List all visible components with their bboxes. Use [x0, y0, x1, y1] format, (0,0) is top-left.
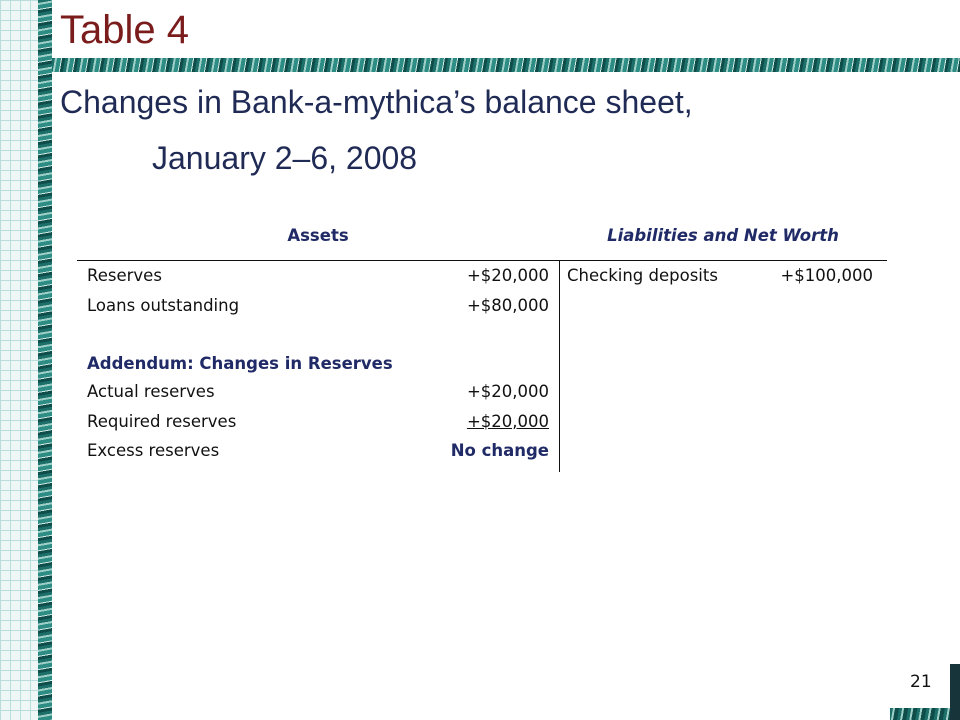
- asset-row-reserves: [87, 266, 549, 290]
- liabilities-header: Liabilities and Net Worth: [607, 226, 839, 245]
- addendum-label: Excess reserves: [87, 441, 220, 460]
- page-number: 21: [910, 672, 932, 692]
- asset-label: Loans outstanding: [87, 296, 240, 315]
- liability-label: Checking deposits: [567, 266, 718, 285]
- left-grid-border: [0, 0, 40, 720]
- slide-title: Table 4: [60, 8, 189, 52]
- slide-subtitle-line2: January 2–6, 2008: [152, 140, 418, 176]
- addendum-value: No change: [450, 441, 549, 460]
- slide-subtitle-line1: Changes in Bank-a-mythica’s balance sheet,: [60, 84, 693, 120]
- column-divider: [559, 260, 560, 472]
- assets-header: Assets: [287, 226, 349, 245]
- asset-value: +$20,000: [466, 266, 549, 285]
- liability-row-checking: [567, 266, 873, 290]
- corner-band: [890, 708, 950, 720]
- addendum-value: +$20,000: [466, 412, 549, 431]
- addendum-title: Addendum: Changes in Reserves: [87, 354, 393, 373]
- asset-label: Reserves: [87, 266, 162, 285]
- header-rule: [77, 260, 887, 261]
- title-divider-band: [52, 58, 960, 72]
- addendum-row-excess: [87, 441, 549, 465]
- addendum-value: +$20,000: [466, 382, 549, 401]
- addendum-row-actual: [87, 382, 549, 406]
- corner-dark-bar: [950, 664, 960, 720]
- asset-row-loans: [87, 296, 549, 320]
- liability-value: +$100,000: [780, 266, 873, 285]
- asset-value: +$80,000: [466, 296, 549, 315]
- left-marble-strip: [38, 0, 52, 720]
- addendum-label: Actual reserves: [87, 382, 215, 401]
- balance-sheet-table: [77, 226, 887, 472]
- addendum-label: Required reserves: [87, 412, 237, 431]
- addendum-row-required: [87, 412, 549, 436]
